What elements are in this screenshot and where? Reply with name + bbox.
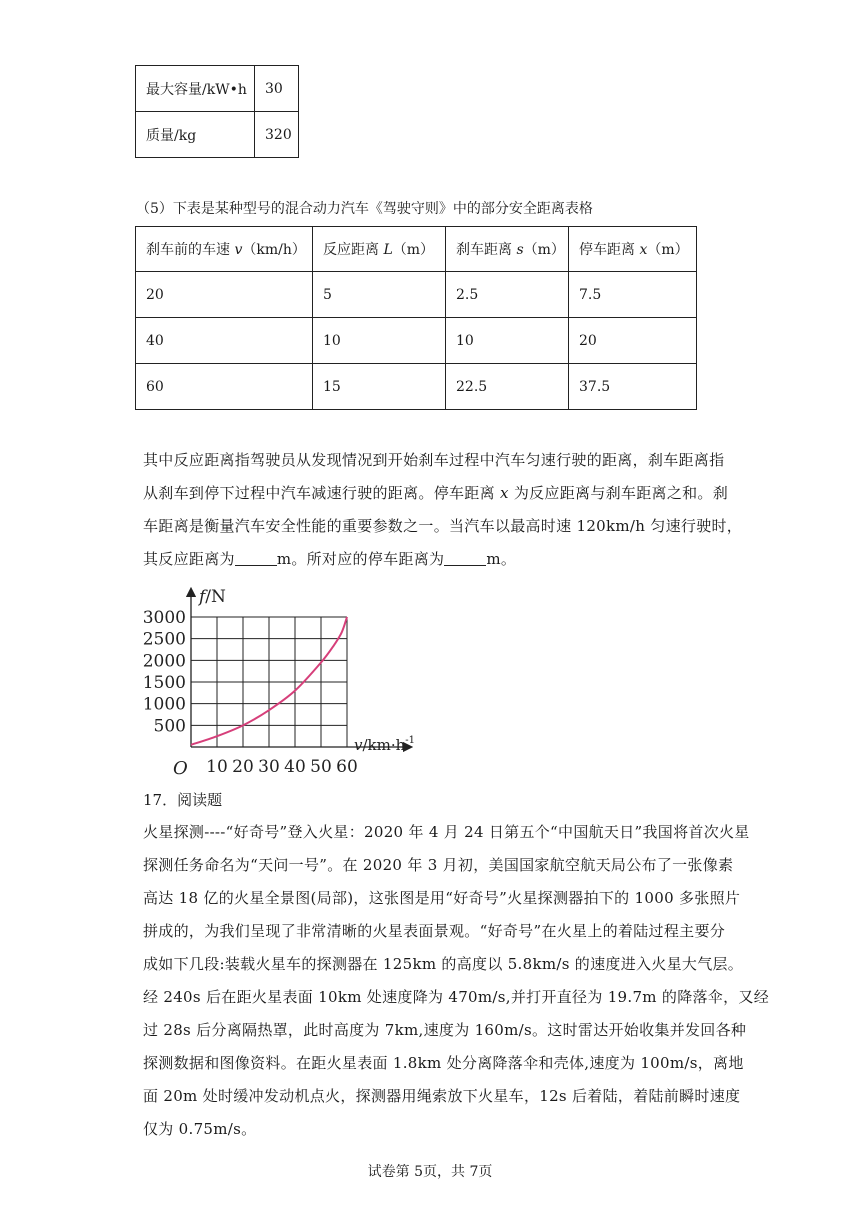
paragraph-line: 其中反应距离指驾驶员从发现情况到开始刹车过程中汽车匀速行驶的距离，刹车距离指 [143, 451, 725, 469]
table-row [136, 272, 697, 318]
passage-line: 探测任务命名为“天问一号”。在 2020 年 3 月初，美国国家航空航天局公布了一张像素 [143, 856, 734, 874]
header-unit: （m） [647, 242, 689, 258]
table-row [136, 318, 697, 364]
x-axis-var: v [354, 736, 363, 754]
table-cell: 质量/kg [136, 112, 255, 158]
passage-line: 经 240s 后在距火星表面 10km 处速度降为 470m/s,并打开直径为 19.7m 的降落伞，又经 [143, 988, 770, 1006]
header-text: 刹车距离 [456, 242, 517, 258]
table-cell: 最大容量/kW•h [136, 66, 255, 112]
y-tick-label: 1000 [142, 694, 186, 715]
line-text: m。所对应的停车距离为 [276, 550, 445, 568]
y-tick-label: 2500 [142, 629, 186, 650]
passage-line: 成如下几段:装载火星车的探测器在 125km 的高度以 5.8km/s 的速度进入火星大气层。 [143, 955, 744, 973]
x-tick-label: 60 [336, 757, 358, 777]
battery-spec-table [135, 65, 299, 158]
table-cell: 15 [313, 364, 446, 410]
header-stopping [569, 227, 697, 272]
table-cell: 40 [136, 318, 313, 364]
table-cell: 30 [255, 66, 299, 112]
x-axis-unit: /km·h [362, 736, 406, 754]
table-cell: 37.5 [569, 364, 697, 410]
table-cell: 5 [313, 272, 446, 318]
table-cell: 60 [136, 364, 313, 410]
passage-line: 高达 18 亿的火星全景图(局部)，这张图是用“好奇号”火星探测器拍下的 1000 多张照片 [143, 889, 741, 907]
table-cell: 20 [569, 318, 697, 364]
var-x: x [499, 484, 509, 502]
table-row [136, 364, 697, 410]
line-text: 从刹车到停下过程中汽车减速行驶的距离。停车距离 [143, 484, 500, 502]
friction-speed-chart [140, 586, 440, 778]
page-footer: 试卷第 5页，共 7页 [367, 1164, 493, 1180]
y-axis-var: f [199, 587, 206, 607]
table-cell: 7.5 [569, 272, 697, 318]
paragraph-line [143, 543, 723, 576]
passage-line: 拼成的，为我们呈现了非常清晰的火星表面景观。“好奇号”在火星上的着陆过程主要分 [143, 922, 726, 940]
paragraph-line: 车距离是衡量汽车安全性能的重要参数之一。当汽车以最高时速 120km/h 匀速行驶时， [143, 517, 743, 535]
chart-grid [191, 617, 347, 747]
header-text: 刹车前的车速 [146, 242, 235, 258]
header-unit: （m） [392, 242, 435, 258]
table-cell: 2.5 [446, 272, 569, 318]
table-header-row [136, 227, 697, 272]
line-text: 其反应距离为 [143, 550, 235, 568]
x-tick-label: 20 [232, 757, 254, 777]
y-axis-label [197, 587, 226, 607]
origin-label: O [173, 758, 188, 778]
x-tick-label: 10 [206, 757, 228, 777]
table-cell: 10 [313, 318, 446, 364]
passage-line: 火星探测----“好奇号”登入火星：2020 年 4 月 24 日第五个“中国航天日”我国将首次火星 [143, 823, 750, 841]
x-axis-exponent: -1 [405, 735, 416, 746]
y-tick-label: 500 [153, 716, 186, 737]
header-var: s [516, 242, 524, 258]
x-tick-label: 50 [310, 757, 332, 777]
header-text: 反应距离 [323, 242, 384, 258]
line-text: 为反应距离与刹车距离之和。刹 [508, 484, 729, 502]
x-tick-label: 40 [284, 757, 306, 777]
answer-blank-reaction[interactable] [235, 549, 277, 566]
table-cell: 22.5 [446, 364, 569, 410]
safety-distance-table [135, 226, 697, 410]
y-tick-label: 3000 [142, 608, 186, 628]
chart-axes [191, 592, 408, 747]
header-text: 停车距离 [579, 242, 640, 258]
table-cell: 20 [136, 272, 313, 318]
table-cell: 320 [255, 112, 299, 158]
paragraph-line [143, 477, 729, 510]
header-braking [446, 227, 569, 272]
q17-passage [143, 816, 770, 1146]
q5-paragraph [143, 444, 743, 576]
answer-blank-stopping[interactable] [444, 549, 486, 566]
passage-line: 过 28s 后分离隔热罩，此时高度为 7km,速度为 160m/s。这时雷达开始收集并发回各种 [143, 1021, 747, 1039]
table-row [136, 66, 299, 112]
x-axis-label [354, 735, 415, 754]
header-var: v [234, 242, 243, 258]
header-speed [136, 227, 313, 272]
passage-line: 探测数据和图像资料。在距火星表面 1.8km 处分离降落伞和壳体,速度为 100m/s，离地 [143, 1054, 744, 1072]
header-reaction [313, 227, 446, 272]
table-row [136, 112, 299, 158]
y-tick-label: 2000 [142, 651, 186, 672]
header-var: x [639, 242, 648, 258]
line-text: m。 [486, 550, 517, 568]
header-var: L [383, 242, 393, 258]
header-unit: （km/h） [242, 242, 306, 258]
q5-intro: （5）下表是某种型号的混合动力汽车《驾驶守则》中的部分安全距离表格 [136, 201, 593, 217]
header-unit: （m） [523, 242, 565, 258]
passage-line: 仅为 0.75m/s。 [143, 1120, 257, 1138]
table-cell: 10 [446, 318, 569, 364]
x-tick-label: 30 [258, 757, 280, 777]
passage-line: 面 20m 处时缓冲发动机点火，探测器用绳索放下火星车，12s 后着陆，着陆前瞬时速度 [143, 1087, 741, 1105]
y-tick-label: 1500 [142, 673, 186, 693]
q17-title: 17．阅读题 [143, 791, 223, 809]
y-axis-unit: /N [205, 587, 226, 607]
chart-ticks [143, 608, 358, 777]
